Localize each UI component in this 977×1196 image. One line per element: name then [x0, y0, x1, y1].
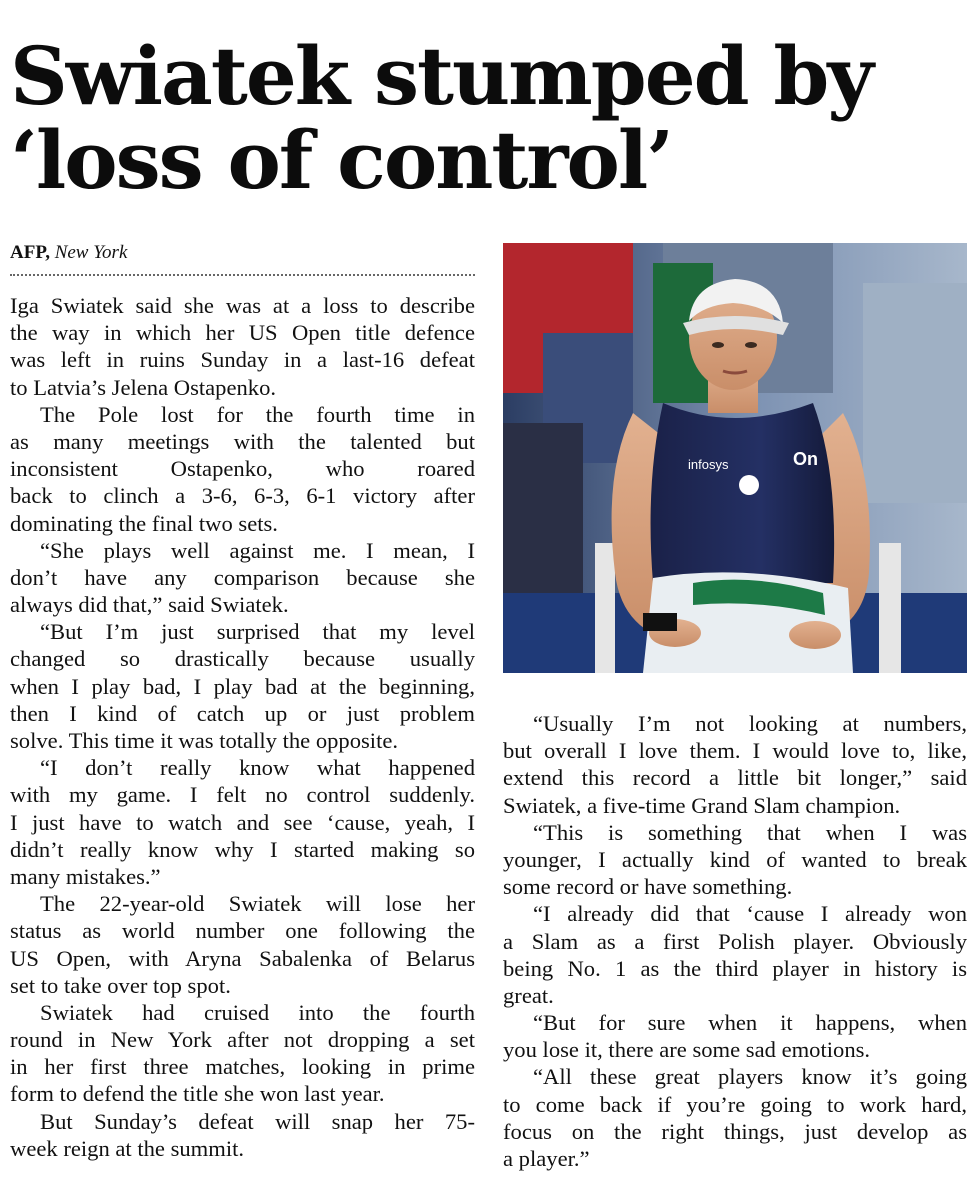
article-text-line: “But for sure when it happens, when	[533, 1010, 967, 1036]
player-photo	[503, 243, 967, 673]
article-text-line: with my game. I felt no control suddenly.	[10, 782, 475, 808]
article-text-line: “I already did that ‘cause I already won	[533, 901, 967, 927]
headline-line-2: ‘loss of control’	[10, 113, 673, 207]
headline-line-1: Swiatek stumped by	[10, 29, 872, 123]
article-left-column	[10, 292, 475, 1162]
byline-agency: AFP,	[10, 242, 50, 263]
article-text-line: some record or have something.	[503, 874, 793, 900]
article-text-line: a Slam as a first Polish player. Obviously	[503, 928, 967, 954]
article-text-line: round in New York after not dropping a set	[10, 1027, 475, 1053]
byline-divider	[10, 274, 475, 276]
article-text-line: in her first three matches, looking in prime	[10, 1054, 475, 1080]
article-text-line: “All these great players know it’s going	[533, 1064, 967, 1090]
article-text-line: The 22-year-old Swiatek will lose her	[40, 891, 475, 917]
article-text-line: when I play bad, I play bad at the beginning,	[10, 673, 475, 699]
shirt-sponsor-text: infosys	[688, 457, 729, 472]
article-text-line: solve. This time it was totally the opposite.	[10, 728, 399, 753]
article-text-line: as many meetings with the talented but	[10, 428, 475, 454]
article-text-line: Swiatek, a five-time Grand Slam champion.	[503, 792, 901, 818]
article-text-line: but overall I love them. I would love to, like,	[503, 738, 967, 764]
article-text-line: always did that,” said Swiatek.	[10, 592, 289, 618]
article-text-line: set to take over top spot.	[10, 972, 231, 998]
byline-place: New York	[54, 242, 128, 263]
article-text-line: didn’t really know why I started making so	[10, 836, 475, 862]
article-text-line: younger, I actually kind of wanted to break	[503, 846, 967, 872]
byline	[10, 242, 127, 264]
article-text-line: Iga Swiatek said she was at a loss to describe	[10, 293, 475, 318]
svg-text:On: On	[793, 449, 818, 469]
article-text-line: The Pole lost for the fourth time in	[40, 401, 475, 427]
article-text-line: US Open, with Aryna Sabalenka of Belarus	[10, 945, 475, 971]
headline	[10, 29, 970, 207]
article-text-line: don’t have any comparison because she	[10, 564, 475, 590]
article-text-line: “She plays well against me. I mean, I	[40, 537, 475, 563]
article-text-line: extend this record a little bit longer,” said	[503, 765, 967, 791]
article-text-line: then I kind of catch up or just problem	[10, 700, 475, 726]
article-text-line: focus on the right things, just develop as	[503, 1118, 967, 1144]
article-text-line: to come back if you’re going to work hard,	[503, 1091, 967, 1117]
article-text-line: you lose it, there are some sad emotions.	[503, 1037, 871, 1063]
article-text-line: inconsistent Ostapenko, who roared	[10, 456, 475, 482]
article-text-line: “This is something that when I was	[533, 819, 967, 845]
article-text-line: to Latvia’s Jelena Ostapenko.	[10, 374, 277, 400]
article-text-line: great.	[503, 982, 554, 1008]
article-text-line: “But I’m just surprised that my level	[40, 619, 475, 645]
article-text-line: dominating the final two sets.	[10, 510, 278, 536]
article-text-line: the way in which her US Open title defence	[10, 320, 475, 346]
article-text-line: was left in ruins Sunday in a last-16 defeat	[10, 347, 475, 373]
player-photo-illustration	[503, 243, 967, 673]
article-right-column	[503, 710, 967, 1172]
article-text-line: a player.”	[503, 1146, 590, 1171]
article-text-line: being No. 1 as the third player in history is	[503, 955, 967, 981]
article-text-line: “I don’t really know what happened	[40, 755, 475, 781]
article-text-line: week reign at the summit.	[10, 1135, 245, 1161]
article-text-line: But Sunday’s defeat will snap her 75-	[40, 1108, 475, 1134]
article-text-line: status as world number one following the	[10, 918, 475, 944]
article-text-line: “Usually I’m not looking at numbers,	[533, 711, 967, 736]
article-text-line: form to defend the title she won last year.	[10, 1081, 385, 1107]
article-text-line: many mistakes.”	[10, 863, 161, 889]
article-text-line: changed so drastically because usually	[10, 646, 475, 672]
article-text-line: Swiatek had cruised into the fourth	[40, 999, 475, 1025]
article-text-line: back to clinch a 3-6, 6-3, 6-1 victory after	[10, 483, 475, 509]
article-text-line: I just have to watch and see ‘cause, yeah, I	[10, 809, 475, 835]
